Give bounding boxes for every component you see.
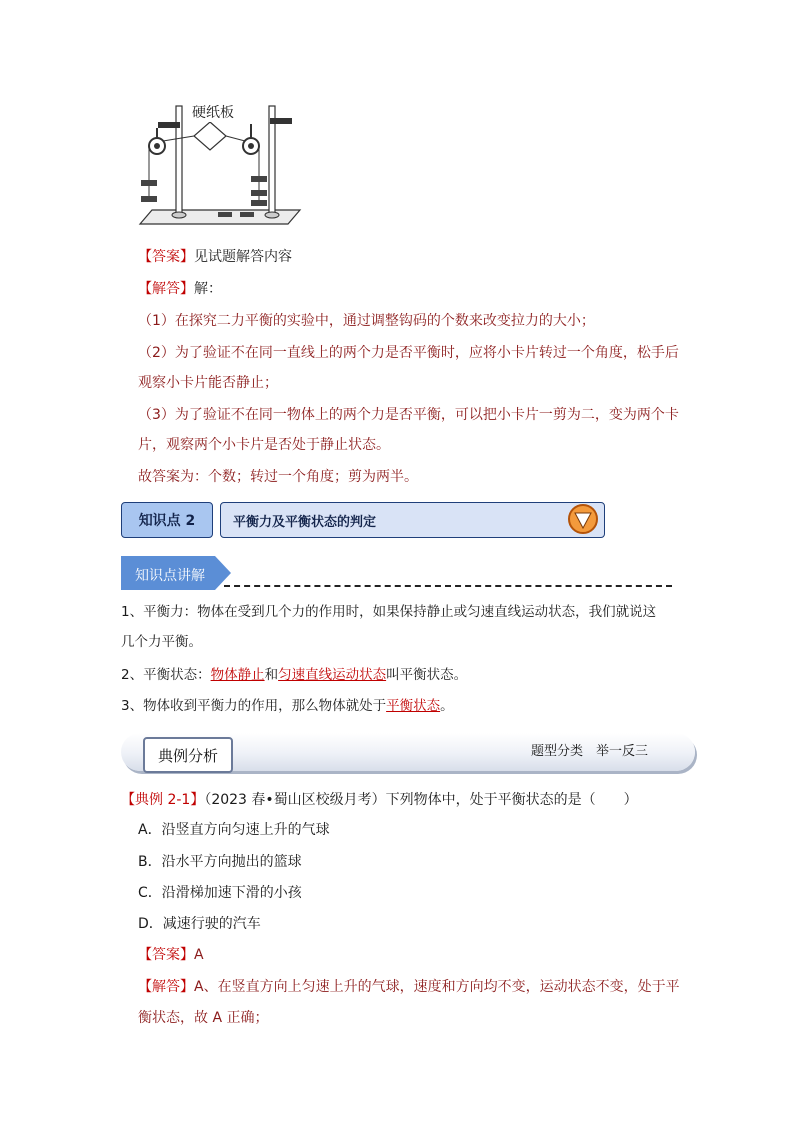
analysis-line: 故答案为：个数；转过一个角度；剪为两半。 xyxy=(138,469,418,485)
triangle-down-icon xyxy=(566,503,600,535)
analysis-line: 片，观察两个小卡片是否处于静止状态。 xyxy=(138,437,390,453)
item2-blank-2: 匀速直线运动状态 xyxy=(278,667,387,683)
item3-suffix: 。 xyxy=(440,698,454,714)
knowledge-point-title-box xyxy=(220,502,605,538)
example-answer-value: A xyxy=(194,947,204,963)
option-a: A．沿竖直方向匀速上升的气球 xyxy=(138,822,330,838)
example-analysis xyxy=(138,977,680,997)
analysis-line: 观察小卡片能否静止； xyxy=(138,375,278,391)
option-c: C．沿滑梯加速下滑的小孩 xyxy=(138,885,302,901)
explanation-item-2 xyxy=(121,665,467,685)
example-analysis-text: A、在竖直方向上匀速上升的气球，速度和方向均不变，运动状态不变，处于平 xyxy=(194,979,680,995)
dashed-divider xyxy=(224,585,672,587)
analysis-line: （2）为了验证不在同一直线上的两个力是否平衡时，应将小卡片转过一个角度，松手后 xyxy=(138,345,679,361)
example-tag: 【典例 2-1】 xyxy=(121,792,205,808)
item2-prefix: 2、平衡状态： xyxy=(121,667,211,683)
example-answer-tag: 【答案】 xyxy=(138,947,194,963)
analysis-tag: 【解答】 xyxy=(138,281,194,297)
example-analysis-cont: 衡状态，故 A 正确； xyxy=(138,1010,269,1026)
explanation-item-1: 1、平衡力：物体在受到几个力的作用时，如果保持静止或匀速直线运动状态，我们就说这 xyxy=(121,604,657,620)
figure-label: 硬纸板 xyxy=(190,102,236,122)
explanation-item-1-cont: 几个力平衡。 xyxy=(121,634,202,650)
example-question xyxy=(121,790,638,810)
example-header-label: 典例分析 xyxy=(143,737,233,773)
example-analysis-tag: 【解答】 xyxy=(138,979,194,995)
explanation-tab-label: 知识点讲解 xyxy=(135,568,205,584)
answer-line xyxy=(138,247,292,267)
analysis-line: （3）为了验证不在同一物体上的两个力是否平衡，可以把小卡片一剪为二，变为两个卡 xyxy=(138,407,679,423)
item2-mid: 和 xyxy=(264,667,279,683)
item3-blank: 平衡状态 xyxy=(386,698,441,714)
example-question-text: （2023 春•蜀山区校级月考）下列物体中，处于平衡状态的是（ ） xyxy=(204,792,638,808)
knowledge-point-label: 知识点 2 xyxy=(121,502,213,538)
analysis-line: （1）在探究二力平衡的实验中，通过调整钩码的个数来改变拉力的大小； xyxy=(138,313,595,329)
analysis-header xyxy=(138,279,222,299)
knowledge-point-title: 平衡力及平衡状态的判定 xyxy=(233,515,377,530)
option-b: B．沿水平方向抛出的篮球 xyxy=(138,854,302,870)
answer-text: 见试题解答内容 xyxy=(194,249,292,265)
example-header-right: 题型分类 举一反三 xyxy=(531,744,649,759)
item2-blank-1: 物体静止 xyxy=(210,667,265,683)
explanation-item-3 xyxy=(121,696,454,716)
item3-prefix: 3、物体收到平衡力的作用，那么物体就处于 xyxy=(121,698,387,714)
item2-suffix: 叫平衡状态。 xyxy=(386,667,468,683)
example-answer xyxy=(138,945,204,965)
analysis-after: 解： xyxy=(194,281,222,297)
answer-tag: 【答案】 xyxy=(138,249,194,265)
option-d: D．减速行驶的汽车 xyxy=(138,916,261,932)
